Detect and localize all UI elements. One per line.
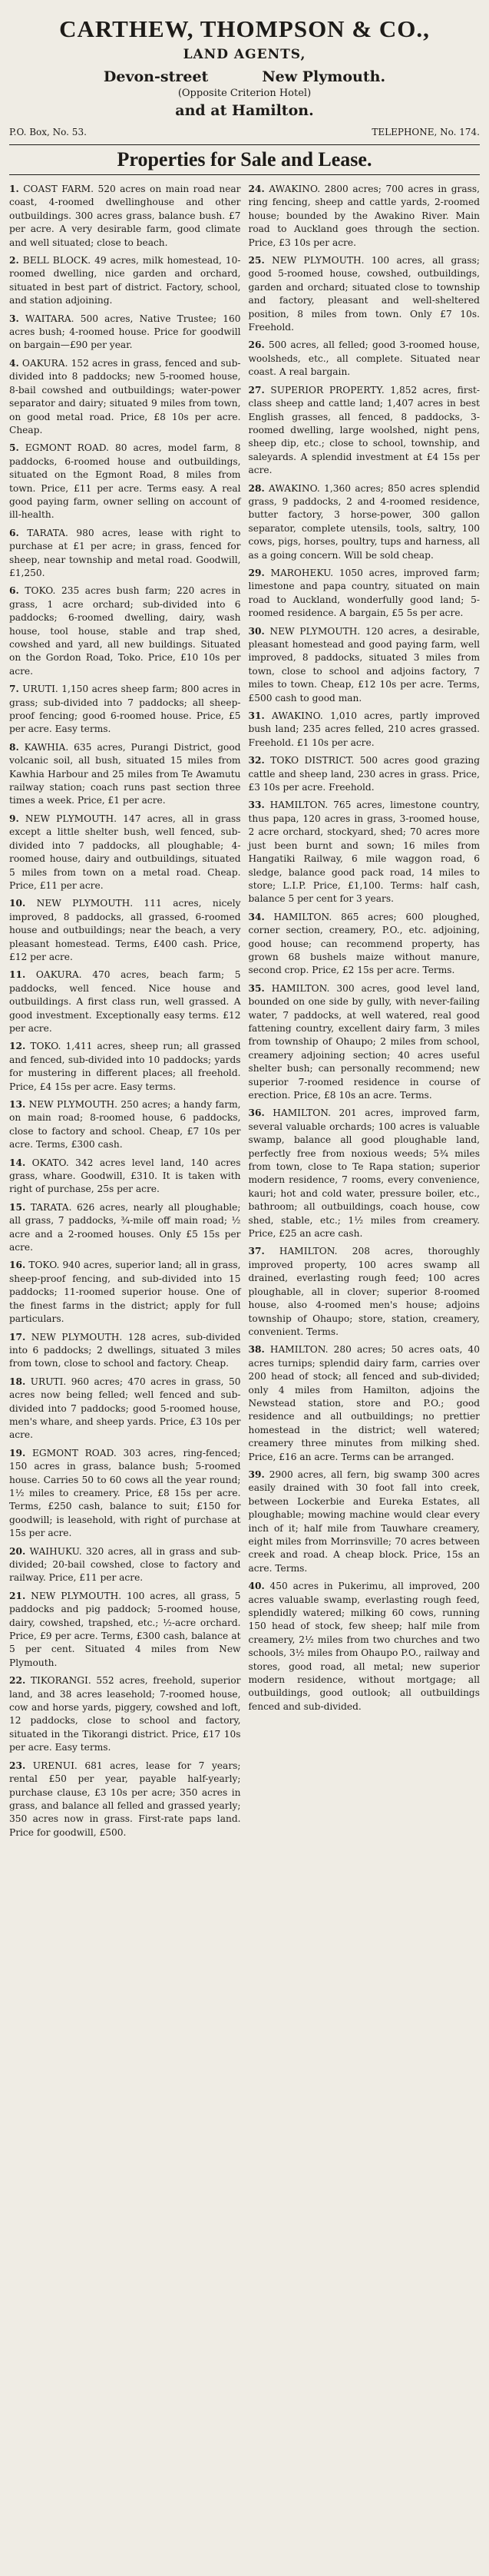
listing-number: 38.: [248, 1344, 265, 1356]
property-listing: [9, 357, 241, 437]
listing-text: WAITARA. 500 acres, Native Trustee; 160 acres bush; 4-roomed house. Price for goodwill on bargain—£90 per year.: [9, 313, 241, 351]
property-listing: [9, 442, 241, 521]
listing-text: NEW PLYMOUTH. 111 acres, nicely improved, 8 paddocks, all grassed, 6-roomed house and outbuildings; near the beach, a very pleasant homestead. Terms, £400 cash. Price, £12 per acre.: [9, 898, 241, 962]
property-listing: [249, 183, 481, 250]
listing-text: NEW PLYMOUTH. 128 acres, sub-divided into 6 paddocks; 2 dwellings, situated 3 miles from town, close to school and factory. Cheap.: [9, 1331, 241, 1369]
listing-number: 1.: [9, 184, 19, 194]
listing-number: 7.: [9, 684, 19, 695]
listing-number: 20.: [9, 1545, 26, 1557]
listing-number: 40.: [248, 1581, 265, 1592]
listing-text: AWAKINO. 1,360 acres; 850 acres splendid grass, 9 paddocks, 2 and 4-roomed residence, butter factory, 3 horse-power, 300 gallon separator, complete utensils, tools, saltry, 100 cows, pigs, horses, poultry, tups and harness, all as a going concern. Will be sold cheap.: [248, 482, 480, 561]
property-listing: [249, 1245, 481, 1339]
property-listing: [249, 567, 481, 621]
listing-text: OAKURA. 152 acres in grass, fenced and sub-divided into 8 paddocks; new 5-roomed house, 8-bail cowshed and outbuildings; water-power separator and dairy; situated 9 miles from town, on good metal road. Price, £8 10s per acre. Cheap.: [9, 357, 241, 435]
listing-number: 16.: [9, 1260, 26, 1271]
property-listing: [249, 384, 481, 478]
listing-number: 29.: [248, 567, 265, 578]
property-listing: [9, 1674, 241, 1754]
property-listing: [9, 254, 241, 308]
listing-number: 22.: [9, 1675, 26, 1687]
property-listing: [9, 1259, 241, 1326]
listing-number: 6.: [9, 585, 19, 597]
listing-number: 25.: [248, 255, 265, 267]
listing-text: HAMILTON. 300 acres, good level land, bounded on one side by gully, with never-failing water, 7 paddocks, at well watered, real good fattening country, excellent dairy farm, 3 miles from township of Ohaupo; 2 miles from school, creamery adjoining section; 40 acres useful shelter bush; can personally recommend; new superior 7-roomed residence in course of erection. Price, £8 10s an acre. Terms.: [248, 982, 480, 1101]
listing-text: URUTI. 960 acres; 470 acres in grass, 50 acres now being felled; well fenced and sub-divided into 7 paddocks; good 5-roomed house, men's whare, and sheep yards. Price, £3 10s per acre.: [9, 1376, 241, 1441]
listing-text: EGMONT ROAD. 303 acres, ring-fenced; 150 acres in grass, balance bush; 5-roomed house. Carries 50 to 60 cows all the year round; 1½ miles to creamery. Price, £8 15s per acre. Terms, £250 cash, balance to suit; £150 for goodwill; is leasehold, with right of purchase at 15s per acre.: [9, 1447, 241, 1539]
listing-number: 17.: [9, 1331, 26, 1343]
listing-text: HAMILTON. 280 acres; 50 acres oats, 40 acres turnips; splendid dairy farm, carries over 200 head of stock; all fenced and sub-divided; only 4 miles from Hamilton, adjoins the Newstead station, store and P.O.; good residence and all outbuildings; no prettier homestead in the district; well watered; creamery three minutes from milking shed. Price, £16 an acre. Terms can be arranged.: [248, 1344, 481, 1462]
listing-number: 34.: [248, 911, 265, 922]
listing-number: 11.: [9, 969, 26, 981]
listing-text: BELL BLOCK. 49 acres, milk homestead, 10-roomed dwelling, nice garden and orchard, situated in best part of district. Factory, school, and station adjoining.: [9, 255, 241, 306]
listing-text: SUPERIOR PROPERTY. 1,852 acres, first-class sheep and cattle land; 1,407 acres in best English grasses, all fenced, 8 paddocks, 3-roomed dwelling, large woolshed, night pens, sheep dip, etc.; close to school, township, and saleyards. A splendid investment at £4 15s per acre.: [248, 384, 480, 476]
listing-text: OAKURA. 470 acres, beach farm; 5 paddocks, well fenced. Nice house and outbuildings. A first class run, well grassed. A good investment. Exceptionally easy terms. £12 per acre.: [9, 969, 241, 1034]
listing-text: TOKO. 235 acres bush farm; 220 acres in grass, 1 acre orchard; sub-divided into 6 paddocks; 6-roomed dwelling, dairy, wash house, tool house, stable and trap shed, cowshed and yard, all new buildings. Situated on the Gordon Road, Toko. Price, £10 10s per acre.: [9, 585, 241, 677]
listing-text: URENUI. 681 acres, lease for 7 years; rental £50 per year, payable half-yearly; purchase clause, £3 10s per acre; 350 acres in grass, and balance all felled and grassed yearly; 350 acres now in grass. First-rate paps land. Price for goodwill, £500.: [9, 1760, 241, 1838]
listing-number: 26.: [248, 339, 265, 351]
property-listing: [9, 741, 241, 808]
listing-text: HAMILTON. 201 acres, improved farm, several valuable orchards; 100 acres is valuable swamp, balance all good ploughable land, perfectly free from noxious weeds; 5¾ miles from town, close to Te Rapa station; superior modern residence, 7 rooms, every convenience, kauri; hot and cold water, pressure boiler, etc., bathroom; all outbuildings, coach house, cow shed, stable, etc.; 1½ miles from creamery. Price, £25 an acre cash.: [248, 1108, 480, 1240]
property-listing: [9, 183, 241, 250]
listing-number: 21.: [9, 1590, 26, 1601]
property-listing: [249, 754, 481, 794]
listing-number: 18.: [9, 1376, 26, 1387]
property-listing: [249, 339, 481, 379]
listing-text: TOKO. 1,411 acres, sheep run; all grassed and fenced, sub-divided into 10 paddocks; yards for mustering in different places; all freehold. Price, £4 15s per acre. Easy terms.: [9, 1041, 241, 1092]
listing-number: 39.: [248, 1468, 265, 1480]
listing-number: 15.: [9, 1201, 26, 1213]
firm-name: CARTHEW, THOMPSON & CO.,: [59, 15, 430, 42]
listing-text: NEW PLYMOUTH. 250 acres; a handy farm, on main road; 8-roomed house, 6 paddocks, close to factory and school. Cheap, £7 10s per acre. Terms, £300 cash.: [9, 1099, 241, 1151]
listing-text: TIKORANGI. 552 acres, freehold, superior land, and 38 acres leasehold; 7-roomed house, cow and horse yards, piggery, cowshed and loft, 12 paddocks, close to school and factory, situated in the Tikorangi district. Price, £17 10s per acre. Easy terms.: [9, 1675, 241, 1753]
listing-text: WAIHUKU. 320 acres, all in grass and sub-divided; 20-bail cowshed, close to factory and railway. Price, £11 per acre.: [9, 1545, 241, 1584]
listing-text: OKATO. 342 acres level land, 140 acres grass, whare. Goodwill, £310. It is taken with right of purchase, 25s per acre.: [9, 1157, 241, 1195]
listing-number: 27.: [248, 384, 265, 396]
listing-number: 28.: [248, 482, 265, 494]
listing-text: 500 acres, all felled; good 3-roomed house, woolsheds, etc., all complete. Situated near coast. A real bargain.: [248, 339, 480, 378]
listing-number: 6.: [9, 527, 19, 538]
city-name: New Plymouth.: [262, 68, 386, 85]
property-listing: [9, 1040, 241, 1094]
firm-address: [9, 68, 480, 86]
property-listing: [9, 1098, 241, 1152]
listing-number: 2.: [9, 255, 19, 267]
listing-number: 32.: [248, 755, 265, 767]
listing-text: 450 acres in Pukerimu, all improved, 200 acres valuable swamp, everlasting rough feed, splendidly watered; milking 60 cows, running 150 head of stock, few sheep; half mile from creamery, 2½ miles from two churches and two schools, 3½ miles from Ohaupo P.O., railway and stores, good road, all metal; new superior modern residence, without mortgage; all outbuildings, good outlook; all outbuildings fenced and sub-divided.: [248, 1581, 481, 1712]
listing-number: 35.: [248, 982, 265, 994]
location-note: (Opposite Criterion Hotel): [177, 88, 312, 99]
property-listing: [9, 1760, 241, 1839]
listing-text: AWAKINO. 2800 acres; 700 acres in grass, ring fencing, sheep and cattle yards, 2-roomed house; bounded by the Awakino River. Main road to Auckland goes through the section. Price, £3 10s per acre.: [248, 184, 481, 248]
listing-columns: [9, 183, 480, 1844]
listing-number: 5.: [9, 442, 19, 454]
listing-text: EGMONT ROAD. 80 acres, model farm, 8 paddocks, 6-roomed house and outbuildings, situated on the Egmont Road, 8 miles from town. Price, £11 per acre. Terms easy. A real good paying farm, owner selling on account of ill-health.: [9, 442, 241, 521]
property-listing: [249, 1107, 481, 1240]
listing-text: TARATA. 626 acres, nearly all ploughable; all grass, 7 paddocks, ¾-mile off main road; ½ acre and a 2-roomed houses. Only £5 15s per acre.: [9, 1201, 241, 1253]
listing-number: 37.: [248, 1246, 265, 1257]
street-name: Devon-street: [103, 68, 209, 85]
property-listing: [249, 710, 481, 750]
listing-number: 30.: [248, 625, 265, 637]
po-box: P.O. Box, No. 53.: [9, 127, 87, 137]
listing-text: NEW PLYMOUTH. 120 acres, a desirable, pleasant homestead and good paying farm, well improved, 8 paddocks, situated 3 miles from town, close to school and adjoins factory, 7 miles to town. Cheap, £12 10s per acre. Terms, £500 cash to good man.: [248, 625, 481, 704]
listing-text: TOKO. 940 acres, superior land; all in grass, sheep-proof fencing, and sub-divided into 15 paddocks; 11-roomed superior house. One of the finest farms in the district; apply for full particulars.: [9, 1260, 241, 1325]
listing-text: HAMILTON. 765 acres, limestone country, thus papa, 120 acres in grass, 3-roomed house, 2 acre orchard, stockyard, shed; 70 acres more just been burnt and sown; 16 miles from Hangatiki Railway, 6 mile waggon road, 6 sledge, balance good pack road, 14 miles to store; L.I.P. Price, £1,100. Terms: half cash, balance 5 per cent for 3 years.: [248, 800, 480, 905]
listing-text: NEW PLYMOUTH. 147 acres, all in grass except a little shelter bush, well fenced, sub-divided into 7 paddocks, all ploughable; 4-roomed house, dairy and outbuildings, situated 5 miles from town on a metal road. Cheap. Price, £11 per acre.: [9, 813, 241, 891]
listing-number: 36.: [248, 1108, 265, 1119]
listing-number: 23.: [9, 1760, 26, 1771]
telephone: TELEPHONE, No. 174.: [372, 127, 480, 137]
property-listing: [249, 1468, 481, 1575]
listing-number: 10.: [9, 898, 26, 909]
listing-number: 33.: [248, 800, 265, 811]
property-listing: [9, 584, 241, 678]
contact-line: [9, 126, 480, 138]
property-listing: [249, 911, 481, 978]
property-listing: [9, 1545, 241, 1585]
property-listing: [249, 1343, 481, 1464]
listing-number: 4.: [9, 357, 19, 369]
listing-text: HAMILTON. 865 acres; 600 ploughed, corner section, creamery, P.O., etc. adjoining, good house; can recommend property, has grown 68 bushels maize without manure, second crop. Price, £2 15s per acre. Terms.: [248, 911, 480, 976]
property-listing: [249, 482, 481, 562]
property-listing: [9, 313, 241, 353]
property-listing: [9, 1376, 241, 1442]
branch-office: and at Hamilton.: [175, 102, 314, 119]
listing-number: 12.: [9, 1041, 26, 1052]
listing-text: MAROHEKU. 1050 acres, improved farm; limestone and papa country, situated on main road to Auckland, wonderfully good land; 5-roomed residence. A bargain, £5 5s per acre.: [248, 567, 480, 619]
listing-text: AWAKINO. 1,010 acres, partly improved bush land; 235 acres felled, 210 acres grassed. Freehold. £1 10s per acre.: [248, 710, 480, 748]
listing-text: KAWHIA. 635 acres, Purangi District, good volcanic soil, all bush, situated 15 miles from Kawhia Harbour and 25 miles from Te Awamutu railway station; coach runs past section three times a week. Price, £1 per acre.: [9, 741, 241, 806]
listing-text: COAST FARM. 520 acres on main road near coast, 4-roomed dwellinghouse and other outbuildings. 300 acres grass, balance bush. £7 per acre. A very desirable farm, good climate and well situated; close to beach.: [9, 184, 241, 248]
property-listing: [9, 897, 241, 964]
property-listing: [249, 254, 481, 334]
property-listing: [9, 683, 241, 737]
property-listing: [9, 527, 241, 581]
section-title: Properties for Sale and Lease.: [9, 144, 480, 175]
firm-subtitle: LAND AGENTS,: [183, 47, 306, 62]
left-column: [9, 183, 241, 1844]
property-listing: [9, 1157, 241, 1197]
listing-text: HAMILTON. 208 acres, thoroughly improved property, 100 acres swamp all drained, everlasting rough feed; 100 acres ploughable, all in clover; superior 8-roomed house, also 4-roomed men's house; adjoins township of Ohaupo; store, station, creamery, convenient. Terms.: [248, 1246, 481, 1337]
listing-number: 3.: [9, 313, 19, 324]
listing-text: 2900 acres, all fern, big swamp 300 acres easily drained with 30 foot fall into creek, between Lockerbie and Eureka Estates, all ploughable; mowing machine would clear every inch of it; half mile from Tauwhare creamery, eight miles from Morrinsville; 70 acres between creek and road. A cheap block. Price, 15s an acre. Terms.: [248, 1468, 481, 1574]
listing-text: URUTI. 1,150 acres sheep farm; 800 acres in grass; sub-divided into 7 paddocks; all sheep-proof fencing; good 6-roomed house. Price, £5 per acre. Easy terms.: [9, 684, 241, 735]
listing-number: 31.: [248, 710, 265, 722]
listing-number: 14.: [9, 1157, 26, 1168]
property-listing: [9, 813, 241, 892]
property-listing: [249, 1580, 481, 1713]
property-listing: [9, 1331, 241, 1371]
property-listing: [9, 1447, 241, 1541]
listing-number: 8.: [9, 741, 19, 753]
property-listing: [9, 968, 241, 1035]
listing-text: NEW PLYMOUTH. 100 acres, all grass, 5 paddocks and pig paddock; 5-roomed house, dairy, cowshed, trapshed, etc.; ½-acre orchard. Price, £9 per acre. Terms, £300 cash, balance at 5 per cent. Situated 4 miles from New Plymouth.: [9, 1590, 241, 1668]
listing-number: 24.: [248, 184, 265, 194]
property-listing: [249, 982, 481, 1103]
listing-text: TOKO DISTRICT. 500 acres good grazing cattle and sheep land, 230 acres in grass. Price, £3 10s per acre. Freehold.: [248, 755, 481, 793]
listing-number: 19.: [9, 1447, 26, 1459]
property-listing: [249, 799, 481, 906]
listing-text: NEW PLYMOUTH. 100 acres, all grass; good 5-roomed house, cowshed, outbuildings, garden and orchard; situated close to township and factory, pleasant and well-sheltered position, 8 miles from town. Only £7 10s. Freehold.: [248, 255, 481, 333]
property-listing: [249, 625, 481, 705]
property-listing: [9, 1590, 241, 1670]
property-listing: [9, 1201, 241, 1255]
listing-text: TARATA. 980 acres, lease with right to purchase at £1 per acre; in grass, fenced for sheep, near township and metal road. Goodwill, £1,250.: [9, 527, 241, 578]
listing-number: 13.: [9, 1099, 26, 1110]
listing-number: 9.: [9, 813, 19, 824]
right-column: [249, 183, 481, 1844]
